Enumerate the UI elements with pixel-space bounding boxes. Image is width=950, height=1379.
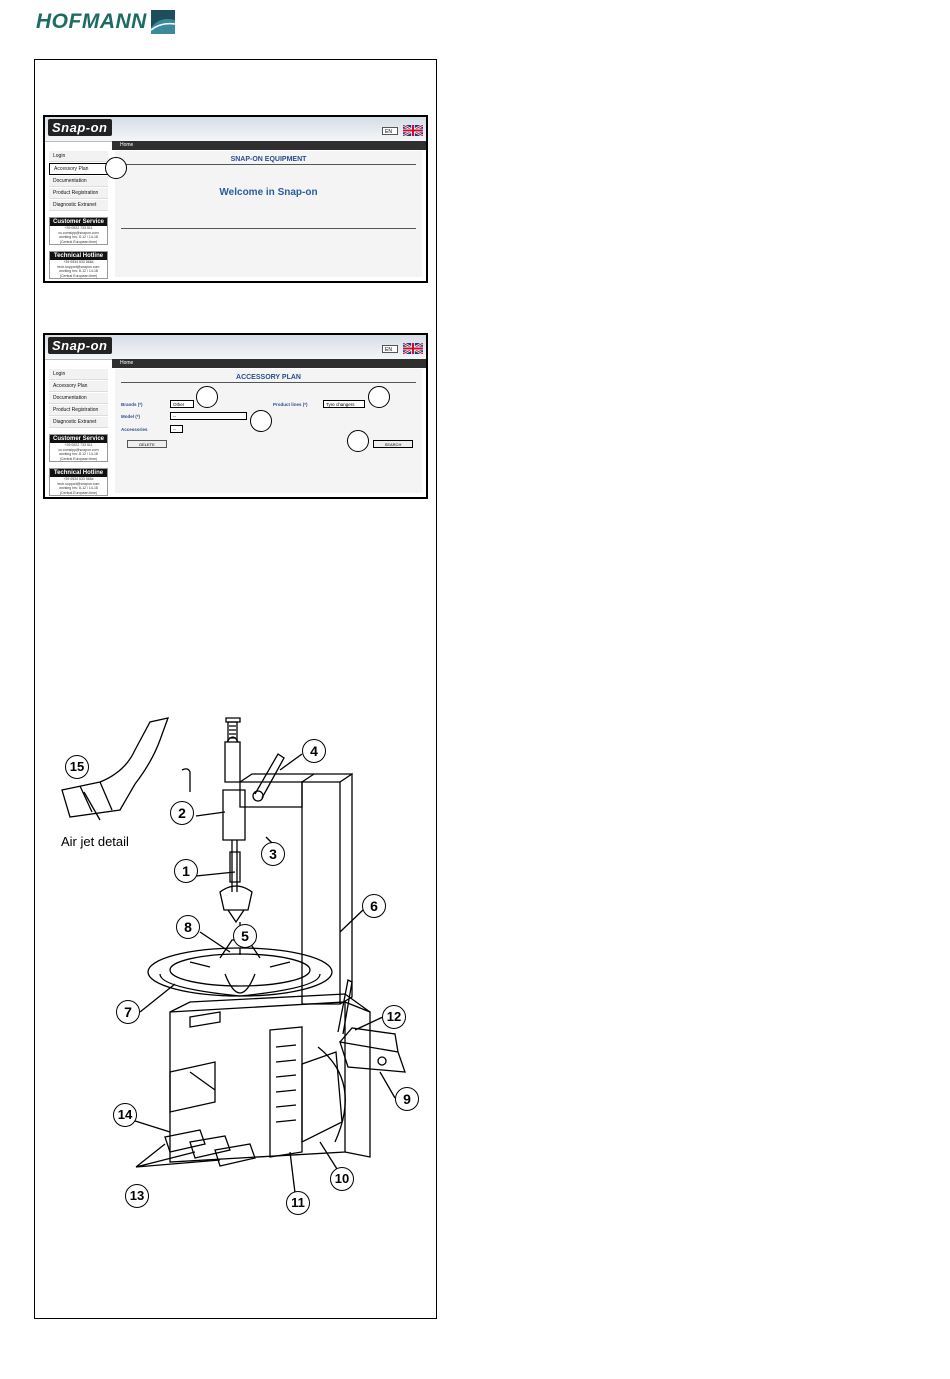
nav-bar bbox=[112, 359, 426, 368]
model-label: Model (*) bbox=[121, 414, 140, 419]
main-content bbox=[115, 151, 422, 277]
brands-select[interactable]: Other bbox=[170, 400, 194, 408]
cs-line: working hrs: 8-12 / 14-18 bbox=[59, 235, 98, 239]
cs-line: cs.comsipp@snapon.com bbox=[58, 447, 99, 452]
technical-hotline-box bbox=[49, 251, 108, 279]
model-select[interactable]: -- bbox=[170, 412, 247, 420]
nav-bar bbox=[112, 141, 426, 150]
divider bbox=[121, 164, 416, 165]
sidebar-item-login[interactable]: Login bbox=[49, 369, 108, 380]
product-lines-select[interactable]: Tyre changers bbox=[323, 400, 365, 408]
customer-service-box bbox=[49, 434, 108, 462]
label-9: 9 bbox=[395, 1087, 419, 1111]
air-jet-caption: Air jet detail bbox=[61, 834, 129, 849]
cs-line: (Central European time) bbox=[59, 239, 98, 244]
nav-home[interactable]: Home bbox=[120, 360, 134, 366]
sidebar-item-product-registration[interactable]: Product Registration bbox=[49, 405, 108, 416]
snapon-logo: Snap-on bbox=[48, 337, 112, 354]
uk-flag-icon[interactable] bbox=[403, 343, 423, 354]
callout-circle bbox=[347, 430, 369, 452]
callout-circle bbox=[368, 386, 390, 408]
callout-circle bbox=[196, 386, 218, 408]
sidebar-item-documentation[interactable]: Documentation bbox=[49, 393, 108, 404]
sidebar-item-diagnostic-extranet[interactable]: Diagnostic Extranet bbox=[49, 417, 108, 428]
sidebar-item-accessory-plan[interactable]: Accessory Plan bbox=[49, 381, 108, 392]
label-3: 3 bbox=[261, 842, 285, 866]
sidebar-item-documentation[interactable]: Documentation bbox=[49, 176, 108, 187]
brand-logo-icon bbox=[151, 10, 175, 34]
accessories-select[interactable]: -- bbox=[170, 425, 183, 433]
cs-line: cs.comsipp@snapon.com bbox=[58, 230, 99, 235]
label-6: 6 bbox=[362, 894, 386, 918]
label-2: 2 bbox=[170, 801, 194, 825]
site-header bbox=[45, 335, 426, 360]
customer-service-title: Customer Service bbox=[50, 435, 107, 443]
screenshot-welcome bbox=[43, 115, 428, 283]
delete-button[interactable]: DELETE bbox=[127, 440, 167, 448]
product-lines-label: Product lines (*) bbox=[273, 402, 308, 407]
label-14: 14 bbox=[113, 1103, 137, 1127]
nav-home[interactable]: Home bbox=[120, 142, 134, 148]
technical-hotline-title: Technical Hotline bbox=[50, 469, 107, 477]
cs-line: (Central European time) bbox=[59, 456, 98, 461]
th-line: +39 0534 533 5664 bbox=[63, 260, 94, 264]
label-12: 12 bbox=[382, 1005, 406, 1029]
welcome-text: Welcome in Snap-on bbox=[219, 187, 318, 198]
search-button[interactable]: SEARCH bbox=[373, 440, 413, 448]
cs-line: working hrs: 8-12 / 14-18 bbox=[59, 452, 98, 456]
page-title: SNAP-ON EQUIPMENT bbox=[230, 156, 307, 163]
tyre-changer-drawing bbox=[40, 712, 430, 1232]
label-4: 4 bbox=[302, 739, 326, 763]
technical-hotline-title: Technical Hotline bbox=[50, 252, 107, 260]
cs-line: +39 0522 733 511 bbox=[64, 226, 93, 230]
label-10: 10 bbox=[330, 1167, 354, 1191]
th-line: +39 0534 533 5664 bbox=[63, 477, 94, 481]
label-7: 7 bbox=[116, 1000, 140, 1024]
cs-line: +39 0522 733 511 bbox=[64, 443, 93, 447]
sidebar-item-product-registration[interactable]: Product Registration bbox=[49, 188, 108, 199]
label-1: 1 bbox=[174, 859, 198, 883]
screenshot-accessory-plan bbox=[43, 333, 428, 499]
callout-circle bbox=[250, 410, 272, 432]
label-8: 8 bbox=[176, 915, 200, 939]
th-line: (Central European time) bbox=[59, 490, 98, 495]
sidebar bbox=[49, 369, 108, 496]
page-title: ACCESSORY PLAN bbox=[236, 374, 301, 381]
sidebar-item-diagnostic-extranet[interactable]: Diagnostic Extranet bbox=[49, 200, 108, 211]
language-select[interactable]: EN bbox=[382, 127, 398, 135]
sidebar-item-accessory-plan[interactable]: Accessory Plan bbox=[49, 163, 108, 175]
th-line: (Central European time) bbox=[59, 273, 98, 278]
th-line: tech.support@snapon.com bbox=[57, 481, 100, 486]
brand-header bbox=[36, 10, 175, 34]
sidebar bbox=[49, 151, 108, 279]
th-line: working hrs: 8-12 / 14-18 bbox=[59, 269, 98, 273]
divider bbox=[121, 228, 416, 229]
accessories-label: Accessories bbox=[121, 427, 148, 432]
uk-flag-icon[interactable] bbox=[403, 125, 423, 136]
site-header bbox=[45, 117, 426, 142]
brands-label: Brands (*) bbox=[121, 402, 143, 407]
technical-hotline-box bbox=[49, 468, 108, 496]
customer-service-title: Customer Service bbox=[50, 218, 107, 226]
callout-circle bbox=[105, 157, 127, 179]
label-15: 15 bbox=[65, 755, 89, 779]
label-11: 11 bbox=[286, 1191, 310, 1215]
customer-service-box bbox=[49, 217, 108, 245]
label-5: 5 bbox=[233, 924, 257, 948]
snapon-logo: Snap-on bbox=[48, 119, 112, 136]
divider bbox=[121, 382, 416, 383]
th-line: tech.support@snapon.com bbox=[57, 264, 100, 269]
th-line: working hrs: 8-12 / 14-18 bbox=[59, 486, 98, 490]
brand-name: HOFMANN bbox=[36, 10, 147, 33]
sidebar-item-login[interactable]: Login bbox=[49, 151, 108, 162]
label-13: 13 bbox=[125, 1184, 149, 1208]
language-select[interactable]: EN bbox=[382, 345, 398, 353]
